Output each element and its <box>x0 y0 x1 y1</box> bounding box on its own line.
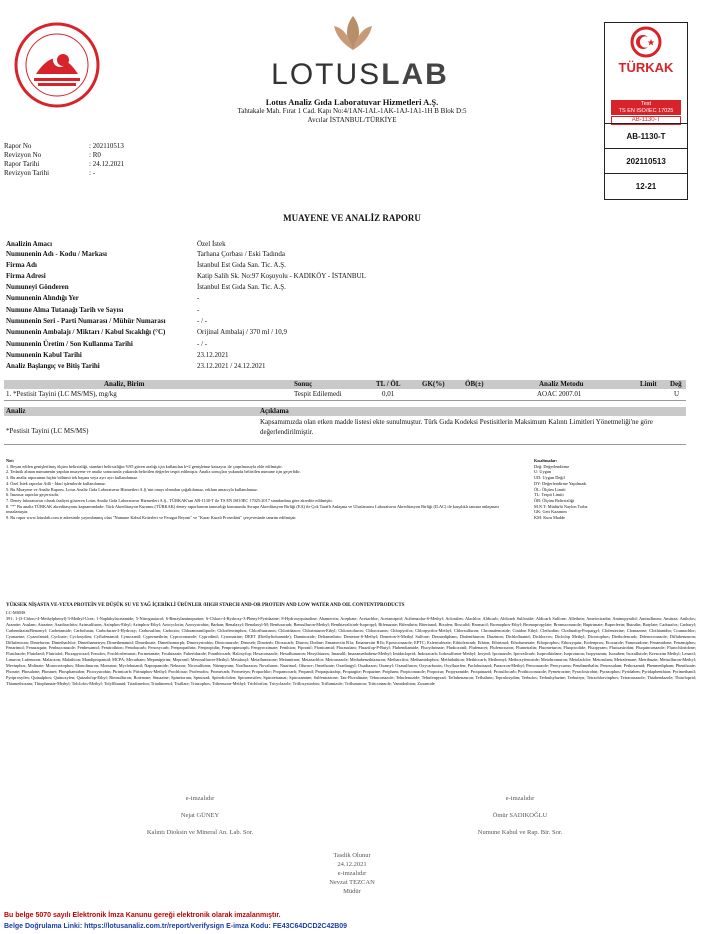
legend-title: Kısaltmalar: <box>534 458 558 463</box>
meta-revision-no: Revizyon No : R0 <box>4 151 101 159</box>
info-row: Numuneyi Gönderen İstanbul Est Gıda San. Tic. A.Ş. <box>6 283 286 291</box>
note-item: 9. Bu rapor www.lotuslab.com.tr adresinde yayımlanmış olan "Numune Kabul Kriterleri ve Feragat Beyanı" ve "Karar Kuralı Prosedürü" çerçevesinde tanzim edilmiştir. <box>6 515 297 521</box>
lab-address <box>150 107 554 124</box>
signature-label: e-imzalıdır <box>505 795 535 802</box>
col-method: Analiz Metodu <box>539 380 584 388</box>
cell-result: Tespit Edilemedi <box>294 390 342 398</box>
notes-title: Not: <box>6 458 15 463</box>
col-exp-description: Açıklama <box>260 407 289 415</box>
scope-method: LC-MSMS <box>6 610 26 615</box>
info-row: Firma Adı İstanbul Est Gıda San. Tic. A.Ş. <box>6 261 286 269</box>
note-item: 8. "*" Bu analiz TÜRKAK akreditasyonu kapsamındadır. Türk Akreditasyon Kurumu (TÜRKAK) deney raporlarının tanınırlığı konusunda Avrupa Akreditasyon Birliği (EA) ile Çok Taraflı Anlaşma ve Uluslararası Laboratuvar Akreditasyon Birliği (ILAC) ile karşılıklı tanıma anlaşması imzalamıştır. <box>6 503 499 515</box>
turkak-accreditation-box <box>604 22 688 200</box>
col-analysis: Analiz, Birim <box>104 380 145 388</box>
legend-item: Değ: Değerlendirme <box>534 463 570 469</box>
legend-item: DY: Değerlendirme Yapılmadı <box>534 480 587 486</box>
accreditation-number: AB-1130-T <box>605 123 687 149</box>
scope-title: YÜKSEK NİŞASTA VE-VEYA PROTEİN VE DÜŞÜK SU VE YAĞ İÇERİKLİ ÜRÜNLER /HIGH STARCH AND-OR PROTEIN AND LOW WATER AND OIL CONTENTPRODUCTS <box>6 603 405 608</box>
turkak-report-number: 202110513 <box>605 148 687 174</box>
e-signature-notice: Bu belge 5070 sayılı Elektronik İmza Kanunu gereği elektronik olarak imzalanmıştır. <box>4 912 281 919</box>
col-result: Sonuç <box>294 380 313 388</box>
signature-name: Nejat GÜNEY <box>180 812 220 819</box>
cell-method: AOAC 2007.01 <box>537 390 582 398</box>
info-row: Numunenin Ambalajı / Miktarı / Kabul Sıcaklığı (°C) Orijinal Ambalaj / 370 ml / 10,9 <box>6 328 288 336</box>
note-item: 5. Bu Muayene ve Analiz Raporu, Lotus Analiz Gıda Laboratuvar Hizmetleri A.Ş.'nin onayı olmadan çoğaltılamaz, reklam amacıyla kullanılamaz. <box>6 486 258 492</box>
legend-item: ÖB: Ölçüm Belirsizliği <box>534 497 575 503</box>
signature-label: e-imzalıdır <box>185 795 215 802</box>
ministry-seal <box>14 22 100 108</box>
legend-item: U: Uygun <box>534 469 552 475</box>
report-title: MUAYENE VE ANALİZ RAPORU <box>283 213 421 223</box>
info-row: Numunenin Kabul Tarihi 23.12.2021 <box>6 351 229 359</box>
info-row: Firma Adresi Katip Salih Sk. No:97 Koşuyolu - KADIKÖY - İSTANBUL <box>6 272 366 280</box>
address-line-1: Tahtakale Mah. Fırat 1 Cad. Kapı No:4/1AN-1AL-1AK-1AJ-1A1-1H B Blok D:5 <box>237 107 467 115</box>
col-ob: ÖB(±) <box>465 380 484 388</box>
note-item: 7. Deney laboratuvarı olarak faaliyet gösteren Lotus Analiz Gıda Laboratuvar Hizmetleri A.Ş., TÜRKAK'tan AB-1130-T ile TS EN ISO/IEC 17025:2017 standardına göre akredite edilmiştir. <box>6 497 333 503</box>
results-table-header <box>4 380 686 389</box>
legend-item: ÖL: Ölçüm Limiti <box>534 486 566 492</box>
col-gk: GK(%) <box>422 380 445 388</box>
note-item: 2. Tedarik alınan numunenin yapılan muayene ve analiz sonucunda yukarıda belirtilen değerler tespit edilmiştir. Analiz sonuçları yukarıda belirtilen numune için geçerlidir. <box>6 469 301 475</box>
approval-date: 24.12.2021 <box>337 861 367 868</box>
legend-item: KM: Kuru Madde <box>534 515 566 521</box>
info-row: Analizin Amacı Özel İstek <box>6 240 226 248</box>
legend-item: TL: Tespit Limiti <box>534 492 564 498</box>
turkak-standard-band <box>611 100 681 115</box>
address-line-2: Avcılar İSTANBUL/TÜRKİYE <box>307 115 397 124</box>
lotus-logo-icon <box>330 14 376 54</box>
turkak-test-label: Test <box>640 101 652 107</box>
turkak-code-small: AB-1130-T <box>611 116 681 125</box>
signature-left <box>100 795 300 836</box>
info-row: Numunenin Adı - Kodu / Markası Tarhana Çorbası / Eski Tadında <box>6 250 285 258</box>
legend-item: UD: Uygun Değil <box>534 475 565 481</box>
col-evaluation: Değ <box>670 380 682 388</box>
approval-role: Müdür <box>343 888 361 895</box>
turkak-logo-icon <box>630 26 662 58</box>
approval-block <box>252 851 452 896</box>
cell-tl-ol: 0,01 <box>382 390 395 398</box>
col-limit: Limit <box>640 380 657 388</box>
abbreviations-legend <box>534 458 684 521</box>
exp-description: Kapsamımızda olan etken madde listesi ekte sunulmuştur. Türk Gıda Kodeksi Pestisitlerin Maksimum Kalıntı Limitleri Yönetmeliği'ne göre değerlendirilmiştir. <box>260 418 653 436</box>
turkak-date: 12-21 <box>605 173 687 200</box>
signature-role: Kalıntı Dioksin ve Mineral An. Lab. Sor. <box>146 829 254 836</box>
explanation-row <box>4 417 686 445</box>
turkak-brand: TÜRKAK <box>618 60 674 75</box>
approval-label: Tasdik Olunur <box>333 852 371 859</box>
approval-sign: e-imzalıdır <box>337 870 367 877</box>
info-row: Analiz Başlangıç ve Bitiş Tarihi 23.12.2021 / 24.12.2021 <box>6 362 266 370</box>
info-row: Numunenin Alındığı Yer - <box>6 294 200 302</box>
legend-item: M.N.T: Müdürlü Naylon Torba <box>534 503 588 509</box>
signature-role: Numune Kabul ve Rap. Bir. Sor. <box>477 829 563 836</box>
cell-analysis: 1. *Pestisit Tayini (LC MS/MS), mg/kg <box>6 390 117 398</box>
note-item: 4. Özel İstek raporlar Adli - İdari işlemlerde kullanılamaz. <box>6 480 106 486</box>
lotus-logo-text: LOTUSLAB <box>271 58 449 91</box>
scope-list <box>6 610 696 687</box>
note-item: 1. Beyan edilen genişletilmiş ölçüm belirsizliği, standart belirsizliğin %95 güven aralığı için kullanılan k=2 genişletme katsayısı ile çarpılmasıyla elde edilmiştir. <box>6 463 283 469</box>
info-row: Numunenin Seri - Parti Numarası / Mühür Numarası - / - <box>6 317 208 325</box>
notes-section <box>6 458 506 521</box>
signature-name: Ömür SADIKOĞLU <box>492 812 548 819</box>
signature-right <box>420 795 620 836</box>
table-row <box>4 390 686 401</box>
meta-revision-date: Revizyon Tarihi : - <box>4 169 96 177</box>
explanation-table-header <box>4 407 686 416</box>
info-row: Numunenin Üretim / Son Kullanma Tarihi - / - <box>6 340 208 348</box>
cell-evaluation: U <box>674 390 680 398</box>
legend-item: GK: Geri Kazanım <box>534 509 567 515</box>
turkak-standard: TS EN ISO/IEC 17025 <box>618 107 674 114</box>
lab-name: Lotus Analiz Gıda Laboratuvar Hizmetleri A.Ş. <box>265 97 439 107</box>
meta-report-no: Rapor No : 202110513 <box>4 142 124 150</box>
col-exp-analysis: Analiz <box>6 407 26 415</box>
info-row: Numune Alma Tutanağı Tarih ve Sayısı - <box>6 306 200 314</box>
approval-name: Nevzat TEZCAN <box>329 879 375 886</box>
note-item: 3. Bu analiz raporunun hiçbir bölümü tek başına veya ayrı ayrı kullanılamaz. <box>6 475 139 481</box>
verification-link[interactable]: Belge Doğrulama Linki: https://lotusanaliz.com.tr/report/verifysign E-imza Kodu: FE43C64DCD2C42B09 <box>4 923 348 930</box>
exp-analysis-name: *Pestisit Tayini (LC MS/MS) <box>6 427 89 435</box>
col-tl-ol: TL / ÖL <box>376 380 401 388</box>
meta-report-date: Rapor Tarihi : 24.12.2021 <box>4 160 125 168</box>
scope-analytes: 391; 1-(3-Chloro-4-Methylphenyl)-3-Methyl-Urea; 1-Naphthylacetamide; 5-Nitroguaiacol; 6-Benzylaminopurine; 6-Chloro-4-Hydroxy-3-Phenyl-Pyridazine; 8-Hydroxyquinoline; Abamectin; Acephate; Acetachlor; Acetamiprid; Acibenzolar-S-Methyl; Aclonifen; Alachlor; Aldicarb; Aldicarb Sulfoxide; Aldicarb Sulfone; Allethrin; Ametoctradin; Aminopyralid; Amisulbrom; Amitraz; Anilofos; Aramite; Asulam; Atrazine; Azadirachtin; Azinsulfuron; Azinphos-Ethyl; Azinphos-Ethyl; Azocyclotin; Azoxystrobin; Barban; Benalaxyl; Benalaxyl-M; Benfuracarb; Bensulfuron-Methyl; Benthiavalicarb-Isopropyl; Bifenazate; Bifenthrin; Bitertanol; Bixafen; Boscalid; Bromacil; Bromophos-Ethyl; Bromopropylate; Bromuconazole; Bupirimate; Buprofezin; Butralin; Butylate; Cadusafos; Carbaryl; Carbendazim/Benomyl; Carbetamide; Carbofuran; Carbofuran-3-Hydroxy; Carbosulfan; Carboxin; Chlorantraniliprole; Chlorfenvinphos; Chlorfluazuron; Chloridazon; Chlorimuron-Ethyl; Chlorotoluron; Chloroxuron; Chlorpyrifos; Chlorpyrifos-Methyl; Chlorsulfuron; Chromafenozide; Cinidon Ethyl; Clethodim; Clodinafop-Propargyl; Clofentezine; Clomazone; Clothianidin; Coumachlor; Cyanazine; Cyazofamid; Cycloate; Cycloxydim; Cyflufenamid; Cymoxanil; Cypermethrin; Cyproconazole; Cyprodinil; Cyromazine; DEET (Diethyltoluamide); Daminozide; Deltamethrin; Demeton-S-Methyl; Demeton-S-Methyl Sulfone; Desmedipham; Diafenthiuron; Diazinon; Dichlofluanid; Dichlorvos; Diclofop Methyl; Dicrotophos; Diethofencarb; Difenoconazole; Diflubenzuron; Diflufenican; Dimefuron; Dimethachlor; Dimethametryn; Dimethenamid; Dimethoate; Dimethomorph; Dimoxystrobin; Diniconazole; Dinoseb; Dinoterb; Dioxacarb; Diuron; Dodine; Emamectin B1a; Emamectin B1b; Epoxiconazole; EPTC; Esfenvalerate; Ethiofencarb; Ethion; Ethirimol; Ethofumesate; Ethoprophos; Ethoxyquin; Etofenprox; Etoxazole; Famoxadone; Fenamidone; Fenamiphos; Fenarimol; Fenazaquin; Fenbuconazole; Fenhexamid; Fenitrothion; Fenobucarb; Fenoxycarb; Fenpropathrin; Fenpropidin; Fenpropimorph; Fenpyroximate; Fenthion; Fipronil; Flonicamid; Florasulam; Fluazifop-P-Butyl; Flubendiamide; Flucythrinate; Fludioxonil; Flufenacet; Flufenoxuron; Flumetralin; Fluometuron; Fluopicolide; Fluopyram; Fluoxastrobin; Fluquinconazole; Flurochloridone; Flusilazole; Flutolanil; Flutriafol; Fluxapyroxad; Fonofos; Forchlorfenuron; Formetanate; Fosthiazate; Fuberidazole; Furathiocarb; Haloxyfop; Hexaconazole; Hexaflumuron; Hexythiazox; Imazalil; Imazamethabenz-Methyl; Imidacloprid; Indoxacarb; Iodosulfuron-Methyl; Ioxynil; Ipconazole; Iprovalicarb; Isoprothiolane; Isoproturon; Isopyrazam; Isoxaben; Isoxaflutole; Kresoxim Methyl; Lenacil; Linuron; Lufenuron; Malaoxon; Malathion; Mandipropamid; MCPA; Mecarbam; Mepanipyrim; Mepronil; Mesosulfuron-Methyl; Metalaxyl; Metaflumizone; Metamitron; Metazachlor; Metconazole; Methabenzthiazuron; Methacrifos; Methamidophos; Methidathion; Methiocarb; Methomyl; Methoxyfenozide; Metobromuron; Metolachlor; Metosulam; Metrafenone; Metribuzin; Metsulfuron-Methyl; Mevinphos; Molinate; Monocrotophos; Monolinuron; Monuron; Myclobutanil; Napropamide; Neburon; Nicosulfuron; Nitenpyram; Norflurazon; Novaluron; Nuarimol; Ofurace; Omethoate; Oxadiargyl; Oxadiazon; Oxamyl; Oxasulfuron; Oxycarboxin; Oxyfluorfen; Paclobutrazol; Paraoxon-Methyl; Penconazole; Pencycuron; Pendimethalin; Penoxsulam; Pethoxamid; Phenmedipham; Phenthoate; Phorate; Phosalone; Phosmet; Phosphamidon; Picoxystrobin; Pirimicarb; Pirimiphos-Methyl; Prochloraz; Profenofos; Promecarb; Prometryn; Propachlor; Propamocarb; Propanil; Propaquizafop; Propargite; Propazine; Propham; Propiconazole; Propoxur; Propyzamide; Proquinazid; Prosulfocarb; Prothioconazole; Pymetrozine; Pyraclostrobin; Pyrazophos; Pyridaben; Pyridaphenthion; Pyrimethanil; Pyriproxyfen; Quinalphos; Quinoxyfen; Quizalofop-Ethyl; Rimsulfuron; Rotenone; Simazine; Spinetoram; Spinosad; Spirodiclofen; Spiromesifen; Spirotetramat; Spiroxamine; Sulfentrazone; Tau-Fluvalinate; Tebuconazole; Tebufenozide; Tebufenpyrad; Teflubenzuron; Tefluthrin; Tepraloxydim; Terbufos; Terbuthylazine; Terbutryn; Tetrachlorvinphos; Tetraconazole; Thiabendazole; Thiacloprid; Thiamethoxam; Thiophanate-Methyl; Tolclofos-Methyl; Tolylfluanid; Triadimefon; Triadimenol; Triallate; Triazophos; Tribenuron-Methyl; Trichlorfon; Tricyclazole; Trifloxystrobin; Triflumizole; Triflumuron; Triticonazole; Vamidothion; Zoxamide <box>6 615 696 686</box>
note-item: 6. İmzasız raporlar geçersizdir. <box>6 492 60 498</box>
